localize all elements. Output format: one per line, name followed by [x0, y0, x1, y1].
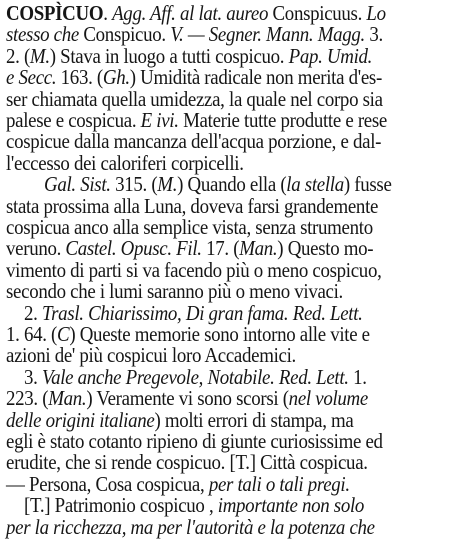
text-segment: Conspicuo. — [78, 22, 171, 47]
text-line — [6, 65, 420, 89]
text-line — [6, 44, 420, 68]
text-segment: ser chiamata quella umidezza, la quale nel corpo sia — [6, 86, 383, 111]
text-segment: egli è stato cotanto ripieno di giunte curiosissime ed — [6, 429, 383, 453]
text-line — [6, 386, 420, 410]
text-segment: azioni de' più cospicui loro Accademici. — [6, 343, 296, 368]
italic-text: per tali o tali pregi. — [208, 471, 350, 496]
text-segment: 1. — [348, 364, 367, 389]
italic-text: V. — Segner. Mann. Magg. — [170, 22, 365, 47]
italic-text: Agg. Aff. al lat. aureo — [112, 1, 269, 25]
text-segment: ) Quando ella ( — [177, 172, 287, 197]
text-segment: ) Questo mo- — [277, 236, 374, 261]
text-segment: ) Queste memorie sono intorno alle vite e — [69, 322, 370, 346]
text-line — [24, 301, 438, 325]
italic-text: la stella — [286, 172, 344, 197]
text-line — [6, 215, 420, 239]
text-segment: T. — [29, 493, 45, 518]
text-segment: Materie tutte produtte e rese — [178, 108, 387, 132]
text-segment: ) fusse — [343, 172, 392, 197]
text-segment: ] Patrimonio cospicuo , — [44, 493, 218, 518]
italic-text: nel volume — [288, 386, 368, 411]
italic-text: Trasl. Chiarissimo, Di gran fama. Red. Lett. — [41, 300, 363, 325]
text-line — [6, 194, 420, 218]
text-segment: 3. — [364, 22, 383, 47]
italic-text: per la ricchezza, ma per l'autorità e la potenza che — [6, 514, 375, 539]
text-segment: veruno. — [6, 236, 66, 261]
italic-text: delle origini italiane — [6, 407, 155, 432]
italic-text: stesso che — [6, 22, 79, 47]
text-segment: cospicua anco alla semplice vista, senza strumento — [6, 215, 373, 239]
text-line — [6, 258, 420, 282]
text-segment: erudite, che si rende cospicuo. [ — [6, 450, 236, 475]
text-line — [6, 129, 420, 153]
text-segment: stata prossima alla Luna, doveva farsi grandemente — [6, 193, 379, 218]
italic-text: Gh. — [102, 65, 130, 90]
italic-text: Man. — [239, 236, 278, 261]
italic-text: Pap. Umid. — [288, 43, 373, 68]
text-segment: 3. — [24, 364, 42, 389]
text-line — [6, 87, 420, 111]
text-segment: . — [103, 1, 113, 25]
text-segment: secondo che i lumi saranno più o meno vivaci. — [6, 279, 343, 304]
text-line — [24, 493, 438, 517]
text-segment: Conspicuus. — [268, 1, 367, 25]
text-segment: 2. — [24, 300, 42, 325]
text-segment: ) molti errori di stampa, ma — [154, 407, 354, 432]
text-line — [44, 172, 458, 196]
text-line — [6, 151, 420, 175]
text-segment: l'eccesso dei caloriferi corpicelli. — [6, 150, 244, 175]
text-segment: 163. ( — [56, 65, 103, 90]
text-segment: T. — [235, 450, 250, 475]
text-line — [6, 236, 420, 260]
text-line — [6, 343, 420, 367]
text-line — [6, 108, 420, 132]
text-line — [6, 450, 420, 474]
headword: COSPÌCUO — [6, 1, 104, 25]
text-line — [6, 515, 420, 539]
text-segment: 17. ( — [201, 236, 240, 261]
text-segment: 315. ( — [110, 172, 158, 197]
text-line — [6, 472, 420, 496]
italic-text: importante non solo — [217, 493, 365, 518]
italic-text: C — [57, 322, 70, 346]
text-line — [6, 22, 420, 46]
text-segment: 1. 64. ( — [6, 322, 58, 346]
text-segment: vimento di parti si va facendo più o meno cospicuo, — [6, 257, 382, 282]
text-line — [6, 1, 420, 25]
text-segment: — Persona, Cosa cospicua, — [6, 471, 209, 496]
text-segment: 223. ( — [6, 386, 49, 411]
italic-text: Lo — [366, 1, 386, 25]
text-segment: ] Città cospicua. — [249, 450, 368, 475]
text-line — [6, 322, 420, 346]
italic-text: M. — [29, 43, 50, 68]
italic-text: E ivi. — [140, 108, 179, 132]
text-segment: cospicue dalla mancanza dell'acqua porzione, e dal- — [6, 129, 382, 154]
text-segment: palese e cospicua. — [6, 108, 141, 132]
text-segment: [ — [24, 493, 30, 518]
italic-text: M. — [157, 172, 178, 197]
text-line — [24, 365, 438, 389]
text-segment: ) Umidità radicale non merita d'es- — [129, 65, 382, 90]
italic-text: Man. — [48, 386, 87, 411]
text-segment: 2. ( — [6, 43, 30, 68]
italic-text: e Secc. — [6, 65, 57, 90]
text-line — [6, 429, 420, 453]
italic-text: Castel. Opusc. Fil. — [65, 236, 202, 261]
italic-text: Vale anche Pregevole, Notabile. Red. Lett. — [41, 364, 349, 389]
italic-text: Gal. Sist. — [44, 172, 111, 197]
text-line — [6, 279, 420, 303]
text-line — [6, 408, 420, 432]
text-segment: ) Stava in luogo a tutti cospicuo. — [49, 43, 289, 68]
text-segment: ) Veramente vi sono scorsi ( — [86, 386, 289, 411]
